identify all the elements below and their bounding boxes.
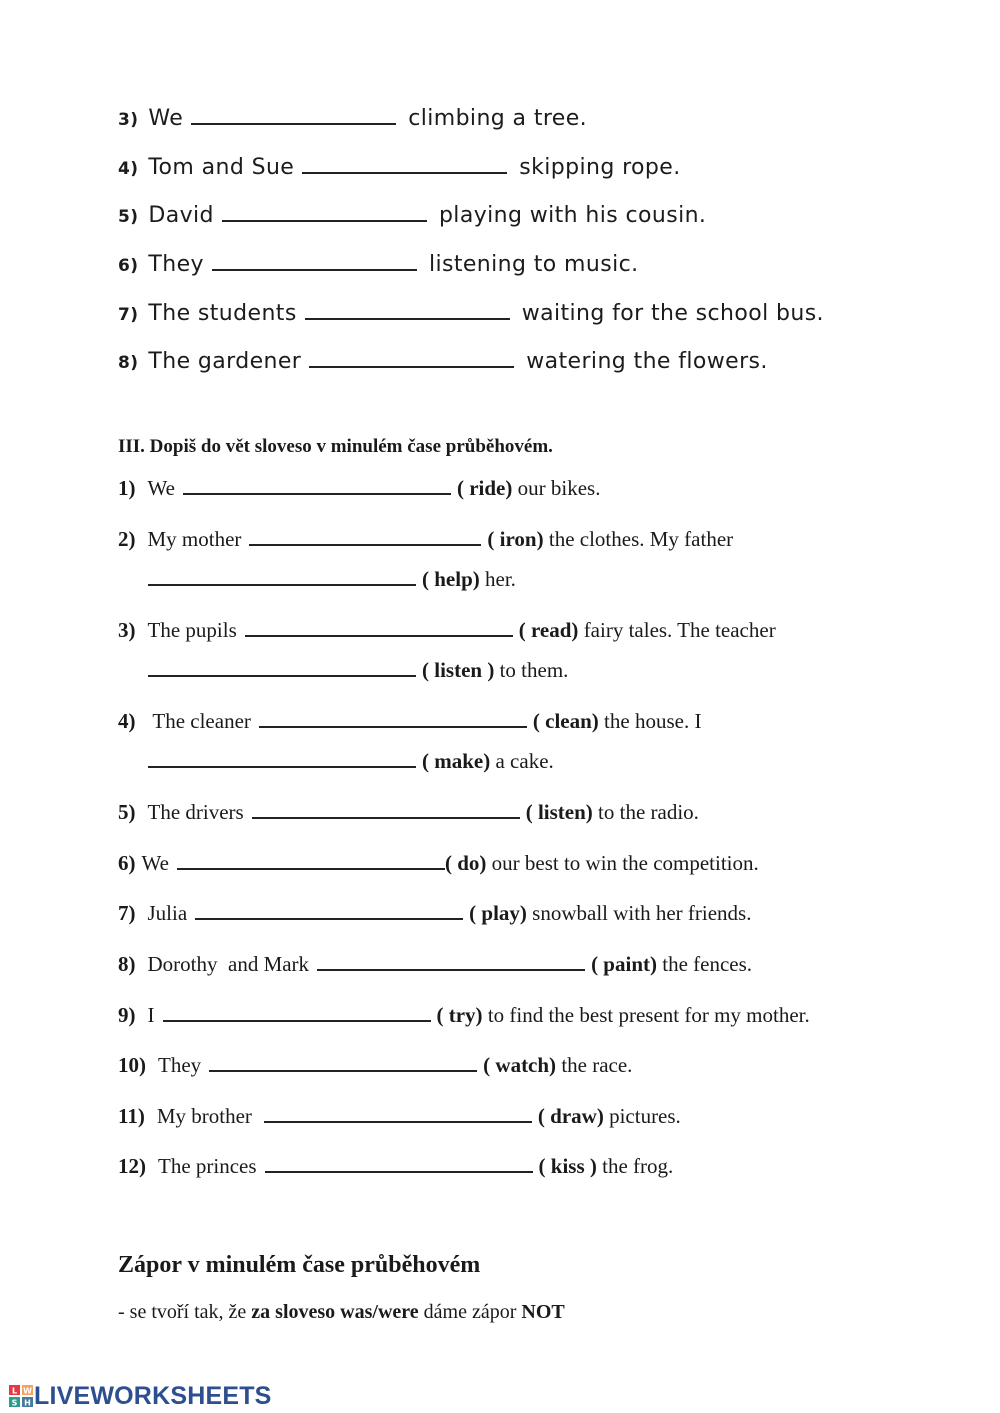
verb-hint: ( make): [422, 749, 491, 773]
subject: The princes: [158, 1154, 257, 1178]
subject: We: [147, 476, 175, 500]
rest: a cake.: [495, 749, 554, 773]
rest: fairy tales. The teacher: [583, 618, 776, 642]
exercise-line: [118, 476, 600, 501]
subject: The pupils: [147, 618, 237, 642]
section-heading: III. Dopiš do vět sloveso v minulém čase průběhovém.: [118, 436, 553, 457]
answer-blank[interactable]: [177, 867, 445, 870]
predicate: climbing a tree.: [408, 106, 588, 131]
subject: They: [158, 1053, 202, 1077]
answer-blank[interactable]: [252, 816, 520, 819]
logo-mark-icon: [8, 1383, 34, 1409]
subject: The cleaner: [147, 709, 251, 733]
answer-blank[interactable]: [209, 1069, 477, 1072]
svg-text:S: S: [11, 1398, 18, 1408]
exercise-line: [118, 301, 824, 326]
subject: My mother: [147, 527, 242, 551]
exercise-line: [118, 618, 776, 643]
exercise-line: [118, 800, 699, 825]
answer-blank[interactable]: [183, 492, 451, 495]
exercise-line: [118, 1053, 632, 1078]
item-number: 2): [118, 527, 136, 551]
answer-blank[interactable]: [195, 917, 463, 920]
exercise-line: [118, 1104, 681, 1129]
item-number: 5): [118, 207, 139, 227]
item-number: 5): [118, 800, 136, 824]
item-number: 4): [118, 709, 136, 733]
predicate: skipping rope.: [519, 155, 681, 180]
answer-blank[interactable]: [148, 674, 416, 677]
predicate: waiting for the school bus.: [521, 301, 824, 326]
section-title: Zápor v minulém čase průběhovém: [118, 1252, 481, 1278]
subject: The gardener: [148, 349, 302, 374]
verb-hint: ( listen): [525, 800, 593, 824]
exercise-line: [118, 155, 681, 180]
rest: the race.: [561, 1053, 633, 1077]
answer-blank[interactable]: [305, 317, 510, 320]
answer-blank[interactable]: [191, 122, 396, 125]
subject: I: [147, 1003, 155, 1027]
exercise-line: [118, 349, 768, 374]
exercise-line: [118, 901, 751, 926]
item-number: 8): [118, 952, 136, 976]
rest: the fences.: [662, 952, 753, 976]
item-number: 10): [118, 1053, 146, 1077]
exercise-line: [118, 709, 701, 734]
rest: to find the best present for my mother.: [487, 1003, 810, 1027]
rule-mid: dáme zápor: [423, 1301, 517, 1323]
answer-blank[interactable]: [222, 219, 427, 222]
answer-blank[interactable]: [264, 1120, 532, 1123]
svg-text:L: L: [11, 1386, 18, 1396]
verb-hint: ( try): [436, 1003, 483, 1027]
subject: Julia: [147, 901, 188, 925]
rest: the clothes. My father: [548, 527, 734, 551]
verb-hint: ( listen ): [422, 658, 495, 682]
exercise-line: [118, 106, 587, 131]
item-number: 1): [118, 476, 136, 500]
exercise-line: [140, 749, 554, 774]
answer-blank[interactable]: [148, 765, 416, 768]
answer-blank[interactable]: [317, 968, 585, 971]
item-number: 4): [118, 159, 139, 179]
subject: My brother: [156, 1104, 252, 1128]
item-number: 9): [118, 1003, 136, 1027]
rule-bold-verb: za sloveso was/were: [251, 1301, 419, 1323]
svg-text:W: W: [23, 1386, 32, 1396]
exercise-line: [118, 203, 706, 228]
predicate: watering the flowers.: [526, 349, 768, 374]
exercise-line: [118, 952, 752, 977]
rest: the house. I: [604, 709, 702, 733]
answer-blank[interactable]: [302, 171, 507, 174]
verb-hint: ( iron): [487, 527, 544, 551]
item-number: 7): [118, 901, 136, 925]
logo-text: LIVEWORKSHEETS: [34, 1381, 272, 1410]
answer-blank[interactable]: [148, 583, 416, 586]
verb-hint: ( help): [422, 567, 480, 591]
exercise-line: [118, 252, 638, 277]
exercise-line: [118, 1003, 810, 1028]
exercise-line: [118, 527, 733, 552]
subject: Tom and Sue: [148, 155, 295, 180]
rest: our best to win the competition.: [491, 851, 759, 875]
item-number: 3): [118, 110, 139, 130]
verb-hint: ( watch): [483, 1053, 557, 1077]
predicate: listening to music.: [428, 252, 639, 277]
verb-hint: ( kiss ): [538, 1154, 597, 1178]
subject: They: [148, 252, 204, 277]
rest: pictures.: [609, 1104, 681, 1128]
subject: We: [141, 851, 169, 875]
rule-note: [118, 1301, 565, 1324]
verb-hint: ( read): [518, 618, 579, 642]
rule-prefix: - se tvoří tak, že: [118, 1301, 247, 1323]
answer-blank[interactable]: [163, 1019, 431, 1022]
rest: to the radio.: [598, 800, 699, 824]
item-number: 7): [118, 305, 139, 325]
item-number: 8): [118, 353, 139, 373]
verb-hint: ( play): [469, 901, 527, 925]
subject: The drivers: [147, 800, 244, 824]
verb-hint: ( clean): [532, 709, 599, 733]
subject: The students: [148, 301, 297, 326]
verb-hint: ( paint): [591, 952, 657, 976]
item-number: 3): [118, 618, 136, 642]
rest: to them.: [499, 658, 569, 682]
subject: We: [148, 106, 184, 131]
item-number: 11): [118, 1104, 145, 1128]
answer-blank[interactable]: [259, 725, 527, 728]
exercise-line: [118, 1154, 673, 1179]
verb-hint: ( ride): [456, 476, 513, 500]
svg-text:H: H: [24, 1398, 31, 1408]
exercise-line: [140, 658, 568, 683]
answer-blank[interactable]: [309, 365, 514, 368]
answer-blank[interactable]: [212, 268, 417, 271]
item-number: 12): [118, 1154, 146, 1178]
answer-blank[interactable]: [249, 543, 481, 546]
exercise-line: [118, 851, 759, 876]
verb-hint: ( do): [444, 851, 487, 875]
answer-blank[interactable]: [265, 1170, 533, 1173]
exercise-line: [140, 567, 516, 592]
rule-bold-not: NOT: [521, 1301, 565, 1323]
answer-blank[interactable]: [245, 634, 513, 637]
verb-hint: ( draw): [537, 1104, 604, 1128]
rest: the frog.: [602, 1154, 674, 1178]
rest: snowball with her friends.: [532, 901, 752, 925]
subject: Dorothy and Mark: [147, 952, 310, 976]
liveworksheets-logo: [8, 1380, 272, 1412]
predicate: playing with his cousin.: [438, 203, 707, 228]
subject: David: [148, 203, 214, 228]
item-number: 6): [118, 256, 139, 276]
rest: her.: [485, 567, 516, 591]
item-number: 6): [118, 851, 136, 875]
rest: our bikes.: [517, 476, 601, 500]
